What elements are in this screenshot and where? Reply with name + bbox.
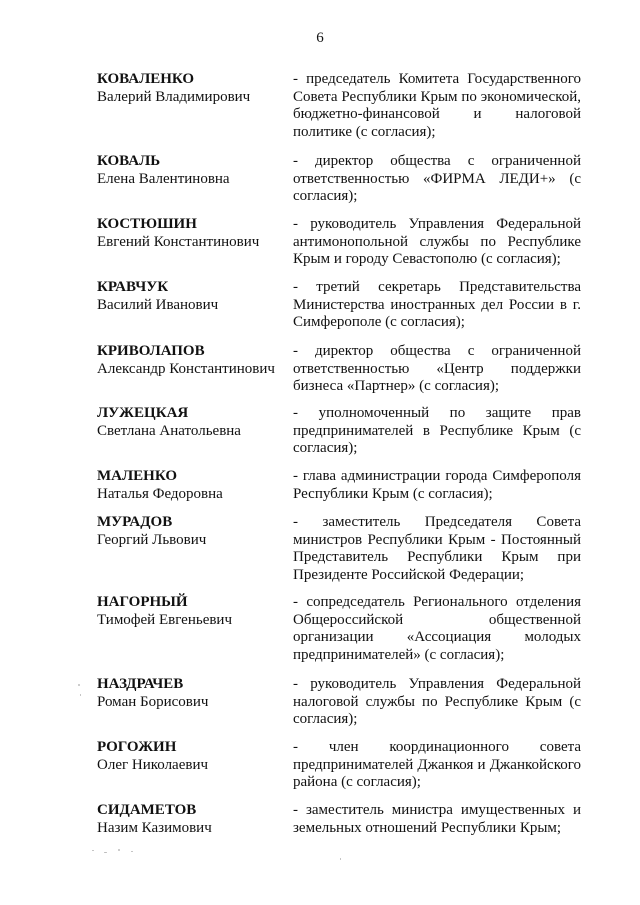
member-given-names: Олег Николаевич bbox=[97, 756, 209, 773]
member-position: - заместитель Председателя Совета министров Республики Крым - Постоянный Представитель Республики Крым при Президенте Российской Федерации; bbox=[293, 514, 581, 583]
member-given-names: Евгений Константинович bbox=[97, 233, 260, 250]
scan-speck bbox=[80, 694, 81, 696]
member-surname: КРИВОЛАПОВ bbox=[97, 343, 205, 359]
member-position: - глава администрации города Симферополя Республики Крым (с согласия); bbox=[293, 468, 581, 502]
member-surname: КОСТЮШИН bbox=[97, 216, 197, 232]
member-given-names: Светлана Анатольевна bbox=[97, 422, 241, 439]
member-position: - уполномоченный по защите прав предпринимателей в Республике Крым (с согласия); bbox=[293, 405, 581, 456]
member-given-names: Елена Валентиновна bbox=[97, 170, 230, 187]
member-surname: МАЛЕНКО bbox=[97, 468, 178, 484]
member-given-names: Тимофей Евгеньевич bbox=[97, 611, 232, 628]
member-given-names: Назим Казимович bbox=[97, 819, 212, 836]
member-given-names: Роман Борисович bbox=[97, 693, 209, 710]
member-surname: ЛУЖЕЦКАЯ bbox=[97, 405, 189, 421]
member-given-names: Георгий Львович bbox=[97, 531, 207, 548]
member-position: - сопредседатель Регионального отделения Общероссийской общественной организации «Ассоциация молодых предпринимателей» (с согласия); bbox=[293, 594, 581, 663]
member-position: - третий секретарь Представительства Министерства иностранных дел России в г. Симферополе (с согласия); bbox=[293, 279, 581, 330]
member-position: - руководитель Управления Федеральной налоговой службы по Республике Крым (с согласия); bbox=[293, 676, 581, 727]
member-surname: НАЗДРАЧЕВ bbox=[97, 676, 184, 692]
scan-speck bbox=[131, 851, 133, 852]
member-given-names: Василий Иванович bbox=[97, 296, 219, 313]
scan-speck bbox=[92, 850, 94, 851]
member-surname: РОГОЖИН bbox=[97, 739, 177, 755]
member-position: - директор общества с ограниченной ответственностью «ФИРМА ЛЕДИ+» (с согласия); bbox=[293, 153, 581, 204]
member-surname: НАГОРНЫЙ bbox=[97, 594, 188, 610]
scan-speck bbox=[78, 684, 80, 686]
member-surname: КОВАЛЕНКО bbox=[97, 71, 195, 87]
member-position: - заместитель министра имущественных и земельных отношений Республики Крым; bbox=[293, 802, 581, 836]
member-position: - председатель Комитета Государственного Совета Республики Крым по экономической, бюджетно-финансовой и налоговой политике (с согласия); bbox=[293, 71, 581, 140]
scan-speck bbox=[340, 858, 341, 860]
page-number: 6 bbox=[316, 30, 324, 46]
member-position: - директор общества с ограниченной ответственностью «Центр поддержки бизнеса «Партнер» (с согласия); bbox=[293, 343, 581, 394]
member-surname: КОВАЛЬ bbox=[97, 153, 161, 169]
member-position: - член координационного совета предпринимателей Джанкоя и Джанкойского района (с согласия); bbox=[293, 739, 581, 790]
member-given-names: Валерий Владимирович bbox=[97, 88, 251, 105]
scan-speck bbox=[118, 849, 120, 851]
member-surname: МУРАДОВ bbox=[97, 514, 173, 530]
member-surname: СИДАМЕТОВ bbox=[97, 802, 197, 818]
member-surname: КРАВЧУК bbox=[97, 279, 169, 295]
member-position: - руководитель Управления Федеральной антимонопольной службы по Республике Крым и городу Севастополю (с согласия); bbox=[293, 216, 581, 267]
scan-speck bbox=[104, 852, 107, 853]
member-given-names: Наталья Федоровна bbox=[97, 485, 223, 502]
member-given-names: Александр Константинович bbox=[97, 360, 275, 377]
